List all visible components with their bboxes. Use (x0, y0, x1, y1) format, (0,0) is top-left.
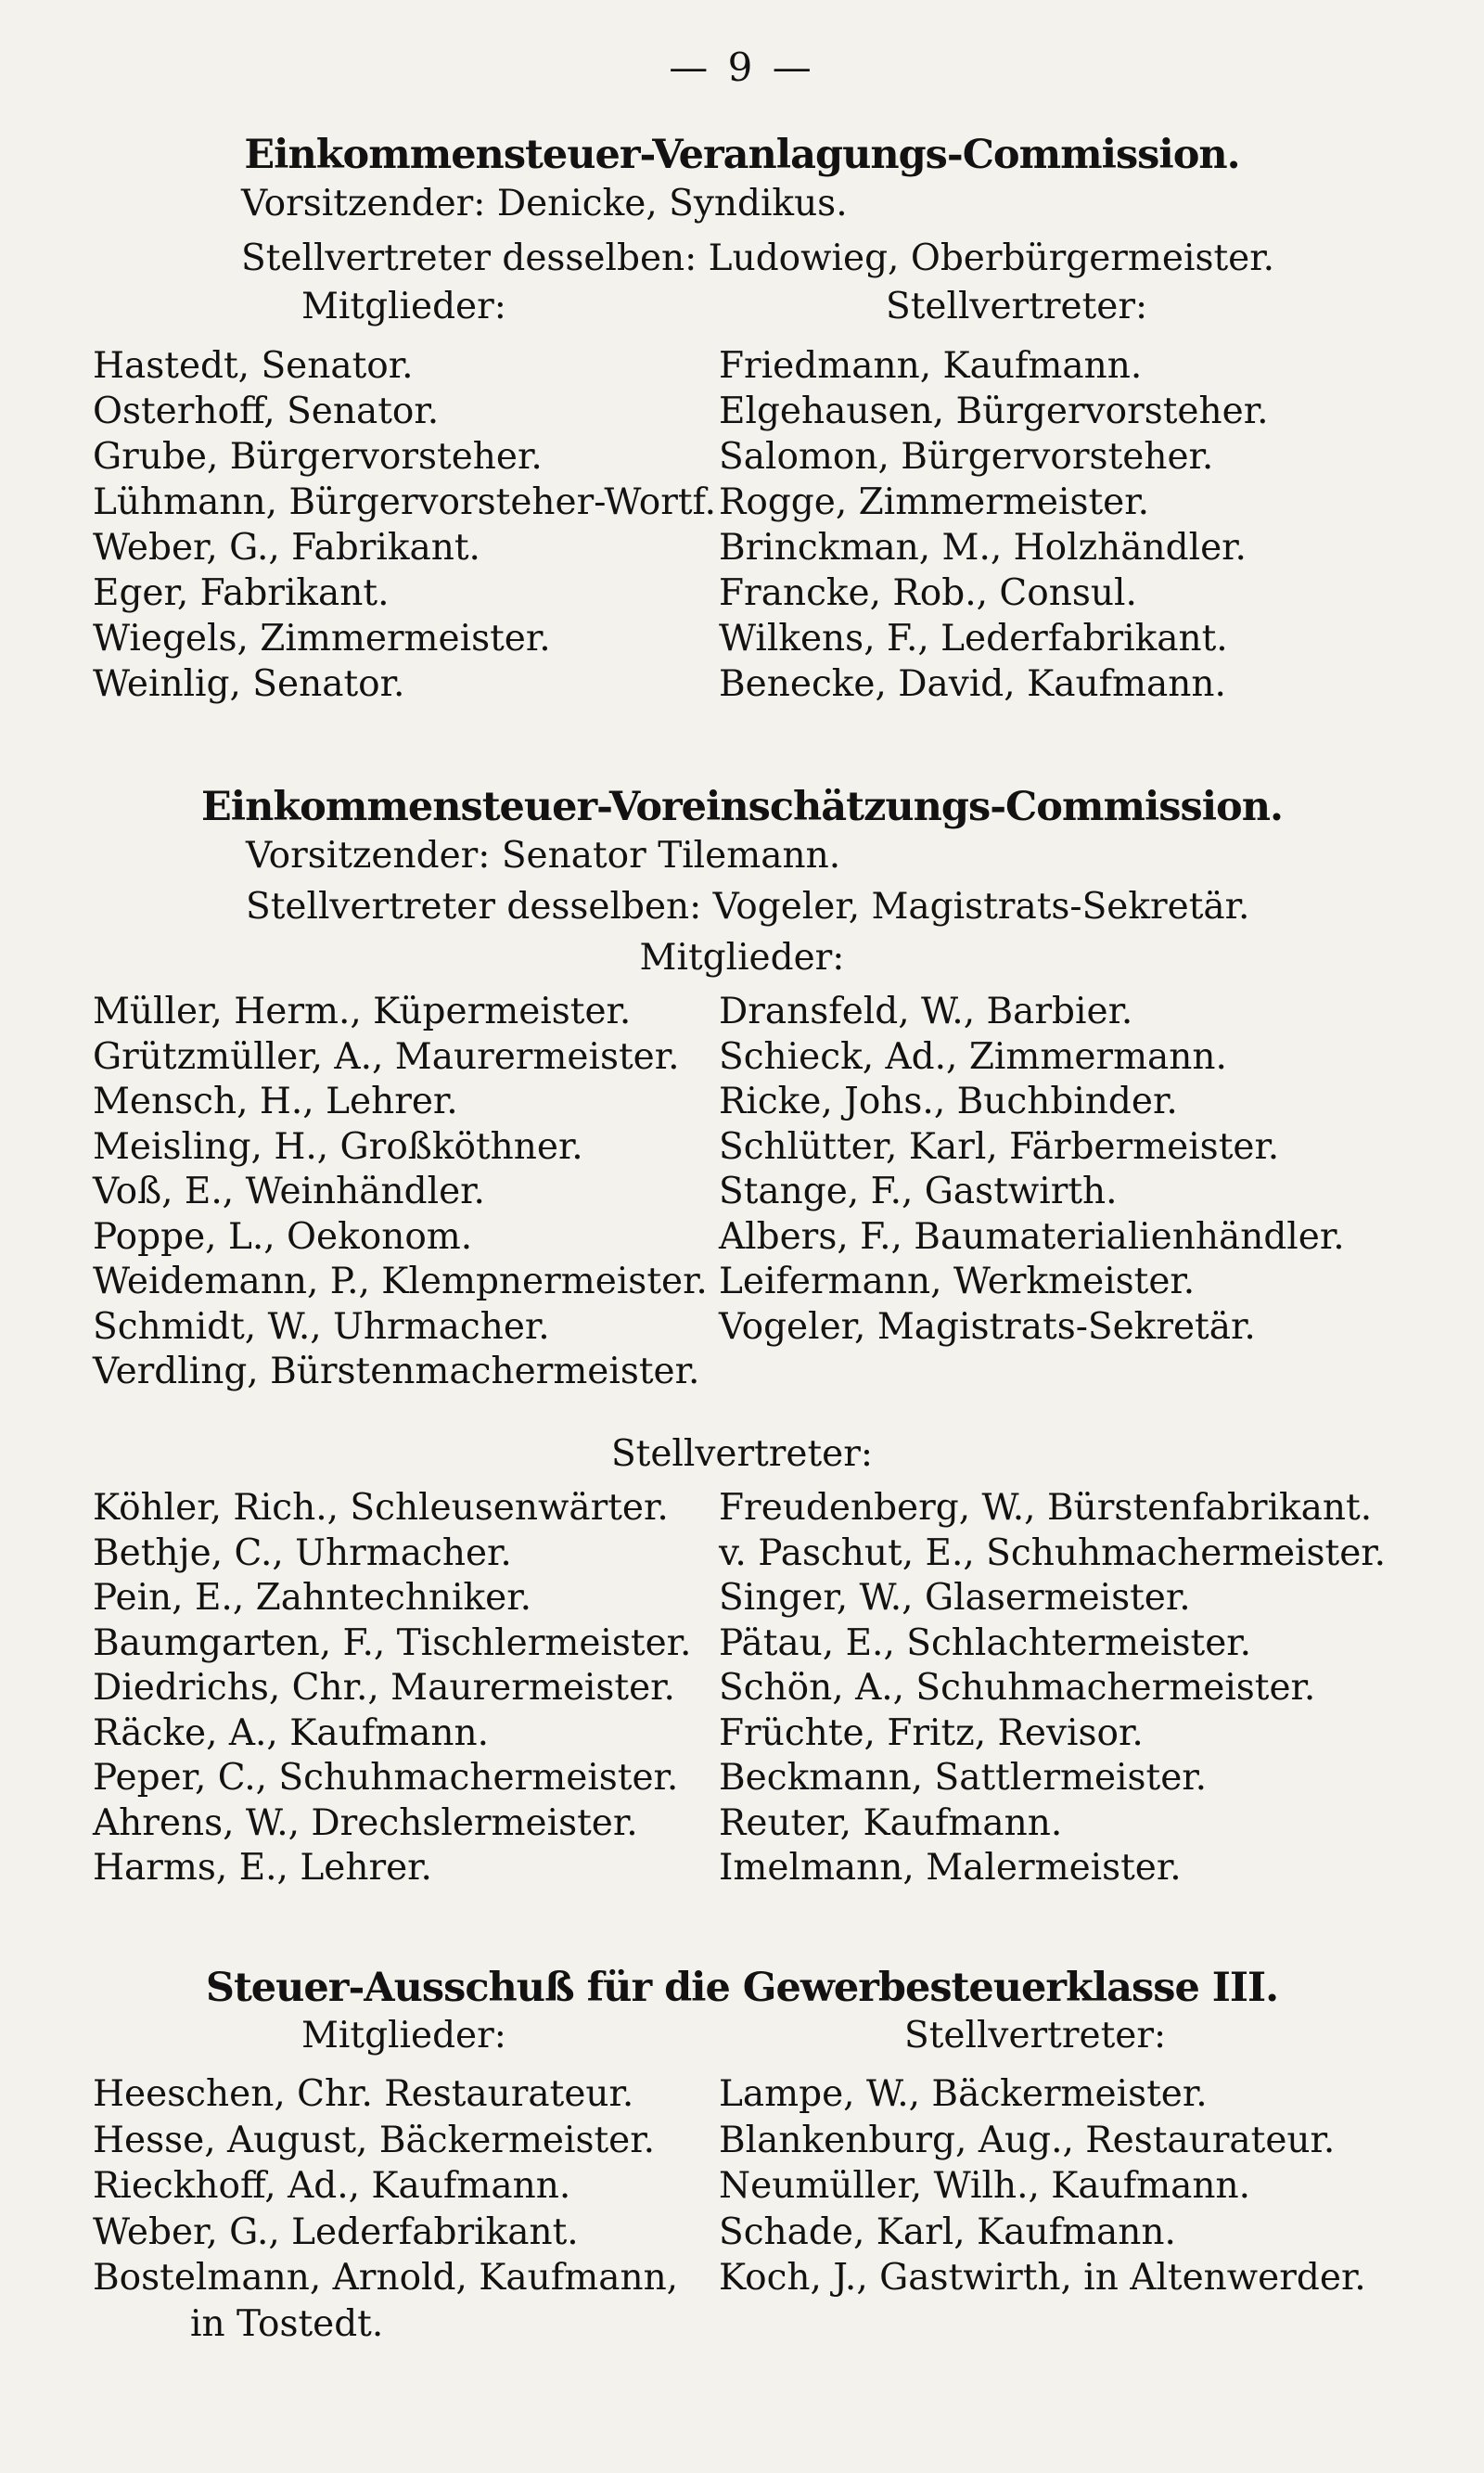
list-item: Bethje, C., Uhrmacher. (93, 1531, 512, 1574)
list-item: Schmidt, W., Uhrmacher. (93, 1305, 550, 1348)
section2-deputies-label: Stellvertreter: (610, 1433, 874, 1475)
list-item: Francke, Rob., Consul. (719, 572, 1137, 614)
list-item: Meisling, H., Großköthner. (93, 1125, 583, 1168)
section2-deputies-left-list (93, 1486, 691, 1891)
section3-members-list (93, 2071, 678, 2347)
list-item: Weber, G., Fabrikant. (93, 527, 480, 569)
section1-deputies-label: Stellvertreter: (886, 286, 1148, 327)
list-item: Ahrens, W., Drechslermeister. (93, 1801, 638, 1844)
list-item: Heeschen, Chr. Restaurateur. (93, 2073, 634, 2115)
list-item: Weidemann, P., Klempnermeister. (93, 1261, 708, 1302)
list-item: Peper, C., Schuhmachermeister. (93, 1757, 679, 1799)
list-item: Poppe, L., Oekonom. (93, 1215, 473, 1258)
list-item: Brinckman, M., Holzhändler. (719, 527, 1247, 569)
list-item: Freudenberg, W., Bürstenfabrikant. (719, 1487, 1373, 1529)
list-item-continuation: in Tostedt. (190, 2302, 384, 2345)
list-item: Hesse, August, Bäckermeister. (93, 2119, 656, 2161)
list-item: Wilkens, F., Lederfabrikant. (719, 618, 1228, 660)
list-item: Osterhoff, Senator. (93, 391, 440, 432)
section2-chair: Vorsitzender: Senator Tilemann. (246, 835, 841, 877)
section3-members-label: Mitglieder: (301, 2015, 506, 2057)
list-item: Köhler, Rich., Schleusenwärter. (93, 1487, 669, 1529)
list-item: Pätau, E., Schlachtermeister. (719, 1621, 1252, 1664)
list-item: Neumüller, Wilh., Kaufmann. (719, 2165, 1251, 2207)
section3-heading: Steuer-Ausschuß für die Gewerbesteuerklasse III. (205, 1965, 1279, 2011)
list-item: Lühmann, Bürgervorsteher-Wortf. (93, 481, 716, 523)
list-item: Pein, E., Zahntechniker. (93, 1577, 531, 1619)
list-item: Benecke, David, Kaufmann. (719, 663, 1226, 705)
section1-members-label: Mitglieder: (301, 286, 506, 327)
section1-chair: Vorsitzender: Denicke, Syndikus. (241, 183, 848, 224)
list-item: Schieck, Ad., Zimmermann. (719, 1035, 1227, 1078)
section2-deputy-chair: Stellvertreter desselben: Vogeler, Magistrats-Sekretär. (246, 886, 1250, 928)
list-item: Reuter, Kaufmann. (719, 1801, 1063, 1844)
list-item: Schade, Karl, Kaufmann. (719, 2210, 1176, 2253)
list-item: Grube, Bürgervorsteher. (93, 436, 543, 478)
list-item: Weinlig, Senator. (93, 663, 405, 705)
section2-deputies-right-list (719, 1486, 1386, 1891)
list-item: Singer, W., Glasermeister. (719, 1577, 1191, 1619)
list-item: Mensch, H., Lehrer. (93, 1081, 458, 1122)
list-item: Verdling, Bürstenmachermeister. (93, 1351, 700, 1392)
list-item: Rieckhoff, Ad., Kaufmann. (93, 2165, 571, 2207)
list-item: Beckmann, Sattlermeister. (719, 1757, 1208, 1799)
list-item: Räcke, A., Kaufmann. (93, 1711, 490, 1754)
section2-members-left-list (93, 990, 708, 1395)
list-item: Friedmann, Kaufmann. (719, 345, 1143, 387)
list-item: v. Paschut, E., Schuhmachermeister. (719, 1531, 1387, 1574)
list-item: Imelmann, Malermeister. (719, 1847, 1182, 1889)
list-item: Blankenburg, Aug., Restaurateur. (719, 2119, 1336, 2161)
list-item: Leifermann, Werkmeister. (719, 1261, 1196, 1302)
section1-deputies-list (719, 343, 1268, 707)
list-item: Schön, A., Schuhmachermeister. (719, 1667, 1316, 1709)
list-item: Albers, F., Baumaterialienhändler. (719, 1215, 1345, 1258)
list-item: Stange, F., Gastwirth. (719, 1171, 1118, 1212)
list-item: Vogeler, Magistrats-Sekretär. (719, 1305, 1256, 1348)
list-item: Voß, E., Weinhändler. (93, 1171, 485, 1212)
list-item: Harms, E., Lehrer. (93, 1847, 432, 1889)
list-item: Diedrichs, Chr., Maurermeister. (93, 1667, 675, 1709)
list-item: Früchte, Fritz, Revisor. (719, 1711, 1144, 1754)
list-item: Müller, Herm., Küpermeister. (93, 991, 632, 1032)
list-item: Schlütter, Karl, Färbermeister. (719, 1125, 1280, 1168)
list-item: Ricke, Johs., Buchbinder. (719, 1081, 1178, 1122)
section3-deputies-list (719, 2071, 1366, 2301)
list-item: Koch, J., Gastwirth, in Altenwerder. (719, 2257, 1366, 2299)
list-item: Hastedt, Senator. (93, 345, 414, 387)
section2-members-label: Mitglieder: (639, 937, 845, 979)
list-item: Rogge, Zimmermeister. (719, 481, 1149, 523)
list-item: Baumgarten, F., Tischlermeister. (93, 1621, 692, 1664)
list-item: Lampe, W., Bäckermeister. (719, 2073, 1208, 2115)
section3-deputies-label: Stellvertreter: (904, 2015, 1167, 2057)
section1-heading: Einkommensteuer-Veranlagungs-Commission. (244, 132, 1240, 178)
list-item: Salomon, Bürgervorsteher. (719, 436, 1214, 478)
section1-members-list (93, 343, 716, 707)
list-item: Dransfeld, W., Barbier. (719, 991, 1133, 1032)
page-number: — 9 — (669, 45, 815, 90)
list-item: Bostelmann, Arnold, Kaufmann, (93, 2257, 679, 2299)
list-item: Wiegels, Zimmermeister. (93, 618, 551, 660)
section1-deputy-chair: Stellvertreter desselben: Ludowieg, Oberbürgermeister. (241, 237, 1274, 279)
list-item: Elgehausen, Bürgervorsteher. (719, 391, 1269, 432)
section2-heading: Einkommensteuer-Voreinschätzungs-Commission. (201, 784, 1283, 830)
section2-members-right-list (719, 990, 1345, 1350)
list-item: Eger, Fabrikant. (93, 572, 390, 614)
list-item: Grützmüller, A., Maurermeister. (93, 1035, 680, 1078)
list-item: Weber, G., Lederfabrikant. (93, 2210, 579, 2253)
